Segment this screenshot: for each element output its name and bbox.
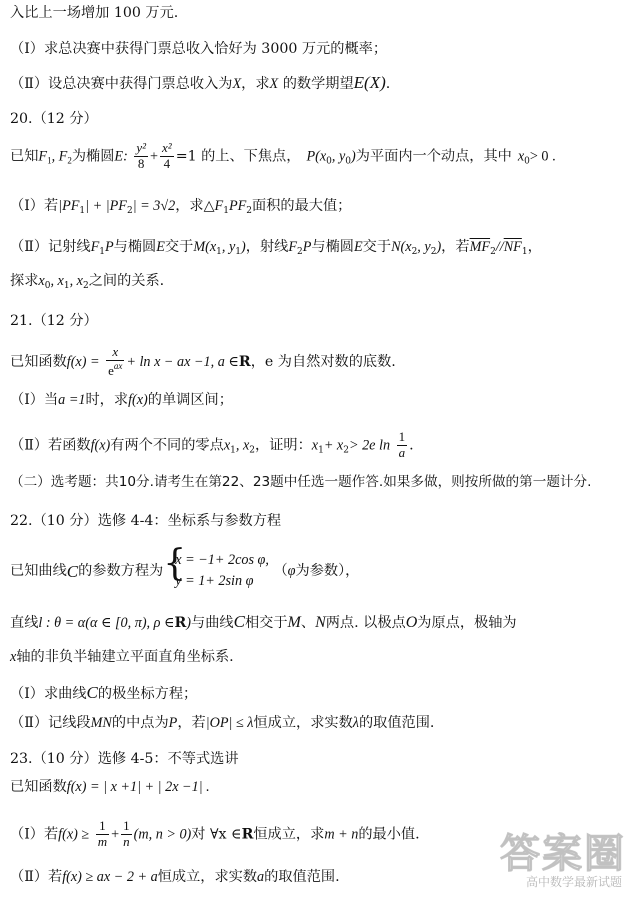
- text: ，若: [177, 715, 206, 731]
- reals-symbol: R: [241, 826, 254, 843]
- text: （Ⅰ）求曲线: [10, 686, 87, 702]
- var: ): [241, 239, 246, 255]
- text: 面积的最大值；: [252, 198, 352, 214]
- watermark-big-text: 答案圈: [500, 831, 626, 877]
- text: .: [409, 437, 414, 454]
- q21-part1: [10, 393, 233, 407]
- var: x: [311, 437, 319, 454]
- var: C: [86, 683, 98, 702]
- var: a =1: [58, 392, 86, 408]
- q21-heading: [10, 314, 98, 328]
- text: 为参数），: [295, 563, 360, 580]
- var: λ: [352, 715, 359, 731]
- var: X: [232, 76, 242, 92]
- var: f(x) =: [66, 353, 100, 370]
- var: x: [10, 649, 17, 665]
- text: 的数学期望: [278, 76, 354, 92]
- var: a: [257, 869, 265, 885]
- text: 恒成立，求实数: [253, 715, 353, 731]
- text: 已知曲线: [10, 563, 67, 580]
- var: |PF: [58, 198, 80, 214]
- var: //: [495, 239, 504, 255]
- var: (m, n > 0): [133, 826, 192, 843]
- text: 20.（12 分）: [10, 111, 98, 127]
- var: , y: [331, 148, 346, 165]
- text: 与椭圆: [311, 239, 354, 255]
- var: E: [114, 148, 124, 165]
- text: ，求: [241, 76, 270, 92]
- var: + x: [323, 437, 344, 454]
- text: 的取值范围.: [264, 869, 340, 885]
- var: N(x: [391, 239, 412, 255]
- text: ，证明：: [255, 437, 312, 454]
- q22-part1: [10, 684, 197, 701]
- var: M(x: [193, 239, 217, 255]
- text: 21.（12 分）: [10, 313, 98, 329]
- var: E: [156, 239, 165, 255]
- var: x: [223, 437, 231, 454]
- text: （Ⅱ）若: [10, 869, 63, 885]
- text: 有两个不同的零点: [110, 437, 224, 454]
- text: （Ⅱ）记射线: [10, 239, 91, 255]
- var: P(x: [306, 148, 327, 165]
- var: E: [353, 73, 365, 92]
- text: 的单调区间；: [147, 392, 233, 408]
- var: X: [269, 76, 279, 92]
- text: ，射线: [245, 239, 289, 255]
- var: F: [214, 198, 224, 214]
- text: 两点. 以极点: [325, 615, 406, 631]
- var: PF: [228, 198, 247, 214]
- text: 交于: [362, 239, 392, 255]
- vector: $\overline{MF}$: [469, 239, 491, 255]
- text: 的取值范围.: [358, 715, 435, 731]
- var: ): [186, 615, 192, 631]
- text: 的参数方程为: [78, 563, 164, 580]
- var: x: [38, 273, 45, 289]
- var: E: [354, 239, 363, 255]
- var: F: [38, 148, 48, 165]
- var: (X): [364, 73, 386, 92]
- var: F: [90, 239, 100, 255]
- text: 轴的非负半轴建立平面直角坐标系.: [16, 649, 234, 665]
- var: | = 3√2: [132, 198, 176, 214]
- text: 已知: [10, 148, 39, 165]
- var: f(x): [90, 437, 111, 454]
- var: |OP| ≤ λ: [205, 715, 254, 731]
- fraction: $\frac{\text{x²}}{4}$: [162, 140, 172, 171]
- text: 的极坐标方程；: [97, 686, 198, 702]
- var: (α ∈ [0, π), ρ ∈: [85, 615, 175, 631]
- continued-text-line: [10, 6, 178, 20]
- var: > 2e ln: [348, 437, 391, 454]
- q23-part1: [10, 819, 420, 850]
- q23-heading: [10, 752, 239, 766]
- q20-statement: 已知$F_1$, $F_2$为椭圆E: $\frac{\text{y²}}{8}$ + $\frac{\text{x²}}{4}$ =1 的上、下焦点， $P(x_0$, $y_0$)为平面内一个动点，其中 $x_0> 0$ .: [10, 140, 556, 171]
- fraction: $\frac{1}{n}$: [123, 818, 130, 849]
- text: 与椭圆: [113, 239, 157, 255]
- var: C: [66, 561, 79, 581]
- text: +: [150, 148, 159, 165]
- text: （Ⅱ）若函数: [10, 437, 91, 454]
- var: x: [517, 148, 525, 165]
- var: m + n: [324, 826, 359, 843]
- var: ): [436, 239, 442, 255]
- text: 探求: [10, 273, 39, 289]
- var: , x: [50, 273, 64, 289]
- var: M: [287, 614, 301, 631]
- text: ，: [527, 239, 542, 255]
- var: f(x): [128, 392, 148, 408]
- var: f(x) = | x +1| + | 2x −1| .: [66, 779, 210, 795]
- q19-part2: [10, 74, 390, 91]
- reals-symbol: R: [174, 615, 187, 631]
- text: （Ⅱ）设总决赛中获得门票总收入为: [10, 76, 233, 92]
- var: P: [105, 239, 114, 255]
- q20-heading: [10, 112, 98, 126]
- text: ，e 为自然对数的底数.: [250, 353, 396, 370]
- text: （: [273, 563, 288, 580]
- fraction: $\frac{1}{m}$: [97, 818, 108, 849]
- q22-line-statement: [10, 613, 517, 631]
- q21-part2: （Ⅱ）若函数f(x)有两个不同的零点$x_1$, $x_2$，证明：$x_1+ x_2> 2e$ ln $\frac{1}{a}$ .: [10, 429, 414, 460]
- var: P: [168, 715, 178, 731]
- text: 交于: [164, 239, 194, 255]
- text: 之间的关系.: [88, 273, 165, 289]
- text: （Ⅰ）求总决赛中获得门票总收入恰好为 3000 万元的概率；: [10, 41, 388, 57]
- q20-part1: （Ⅰ）若$|PF_1| + |PF_2| = 3√2$，求$\triangle F_1PF_2$面积的最大值；: [10, 198, 352, 216]
- text: +: [111, 826, 120, 843]
- text: 为原点，极轴为: [417, 615, 517, 631]
- var: l : θ = α: [38, 615, 86, 631]
- section-2-heading: [10, 476, 591, 490]
- q20-part2: （Ⅱ）记射线$F_1P$与椭圆E交于$M(x_1$, $y_1$)，射线$F_2P$与椭圆E交于$N(x_2$, $y_2$)，若$\overline{MF}_2//\overline{NF}_1$，: [10, 239, 542, 257]
- q23-statement: [10, 780, 210, 794]
- reals-symbol: R: [238, 353, 251, 370]
- var: f(x) ≥: [58, 826, 90, 843]
- text: 的中点为: [111, 715, 169, 731]
- text: 的最小值.: [358, 826, 420, 843]
- var: φ: [287, 563, 296, 580]
- var: , x: [69, 273, 83, 289]
- text: 与曲线: [191, 615, 234, 631]
- text: 为椭圆: [71, 148, 115, 165]
- text: 已知函数: [10, 353, 67, 370]
- q20-part2-cont: 探求$x_0$, $x_1$, $x_2$之间的关系.: [10, 273, 165, 291]
- q22-statement: [10, 543, 360, 593]
- text: > 0 .: [529, 148, 556, 165]
- text: （Ⅰ）当: [10, 392, 59, 408]
- var: O: [405, 614, 418, 631]
- text: =1 的上、下焦点，: [175, 148, 301, 165]
- vector: $\overline{NF}$: [503, 239, 522, 255]
- text: （二）选考题：共10分.请考生在第22、23题中任选一题作答.如果多做，则按所做的第一题计分.: [10, 474, 592, 490]
- q23-part2: [10, 870, 340, 884]
- text: 为平面内一个动点，其中: [355, 148, 512, 165]
- text: ，求△: [175, 198, 215, 214]
- q22-heading: [10, 514, 281, 528]
- fraction: $\frac{\text{y²}}{8}$: [136, 140, 146, 171]
- var: | + |PF: [85, 198, 127, 214]
- var: C: [233, 612, 245, 631]
- var: f(x) ≥ ax − 2 + a: [62, 869, 158, 885]
- text: 时，求: [85, 392, 129, 408]
- q22-part2: [10, 716, 434, 730]
- var: P: [302, 239, 312, 255]
- q19-part1: [10, 42, 387, 56]
- fraction: $\frac{x}{e^{ax}}$: [108, 344, 123, 378]
- var: MN: [90, 715, 112, 731]
- text: （Ⅰ）若: [10, 826, 59, 843]
- text: 直线: [10, 615, 39, 631]
- text: （Ⅰ）若: [10, 198, 59, 214]
- text: 已知函数: [10, 779, 67, 795]
- watermark: [470, 822, 630, 892]
- text: （Ⅱ）记线段: [10, 715, 91, 731]
- var: N: [315, 614, 326, 631]
- text: 22.（10 分）选修 4-4：坐标系与参数方程: [10, 513, 282, 529]
- text: 恒成立，求: [253, 826, 325, 843]
- fraction: $\frac{1}{a}$: [398, 429, 406, 460]
- q22-line-statement-cont: [10, 650, 234, 664]
- text: 23.（10 分）选修 4-5：不等式选讲: [10, 751, 239, 767]
- q21-statement: [10, 345, 396, 379]
- var: , y: [221, 239, 236, 255]
- text: 、: [300, 615, 316, 631]
- var: ): [351, 148, 356, 165]
- equation-system: { x = −1+ 2cos φ, y = 1+ 2sin φ: [163, 543, 269, 590]
- watermark-small-text: 高中数学最新试题: [525, 875, 622, 889]
- text: .: [385, 76, 391, 92]
- var: :: [123, 148, 128, 165]
- var: + ln x − ax −1, a ∈: [126, 353, 239, 370]
- text: ，若: [441, 239, 470, 255]
- text: 对 ∀x ∈: [191, 826, 242, 843]
- var: , y: [417, 239, 431, 255]
- var: F: [288, 239, 298, 255]
- text: 恒成立，求实数: [157, 869, 258, 885]
- text: 入比上一场增加 100 万元.: [10, 5, 179, 21]
- var: , x: [235, 437, 250, 454]
- text: 相交于: [244, 615, 288, 631]
